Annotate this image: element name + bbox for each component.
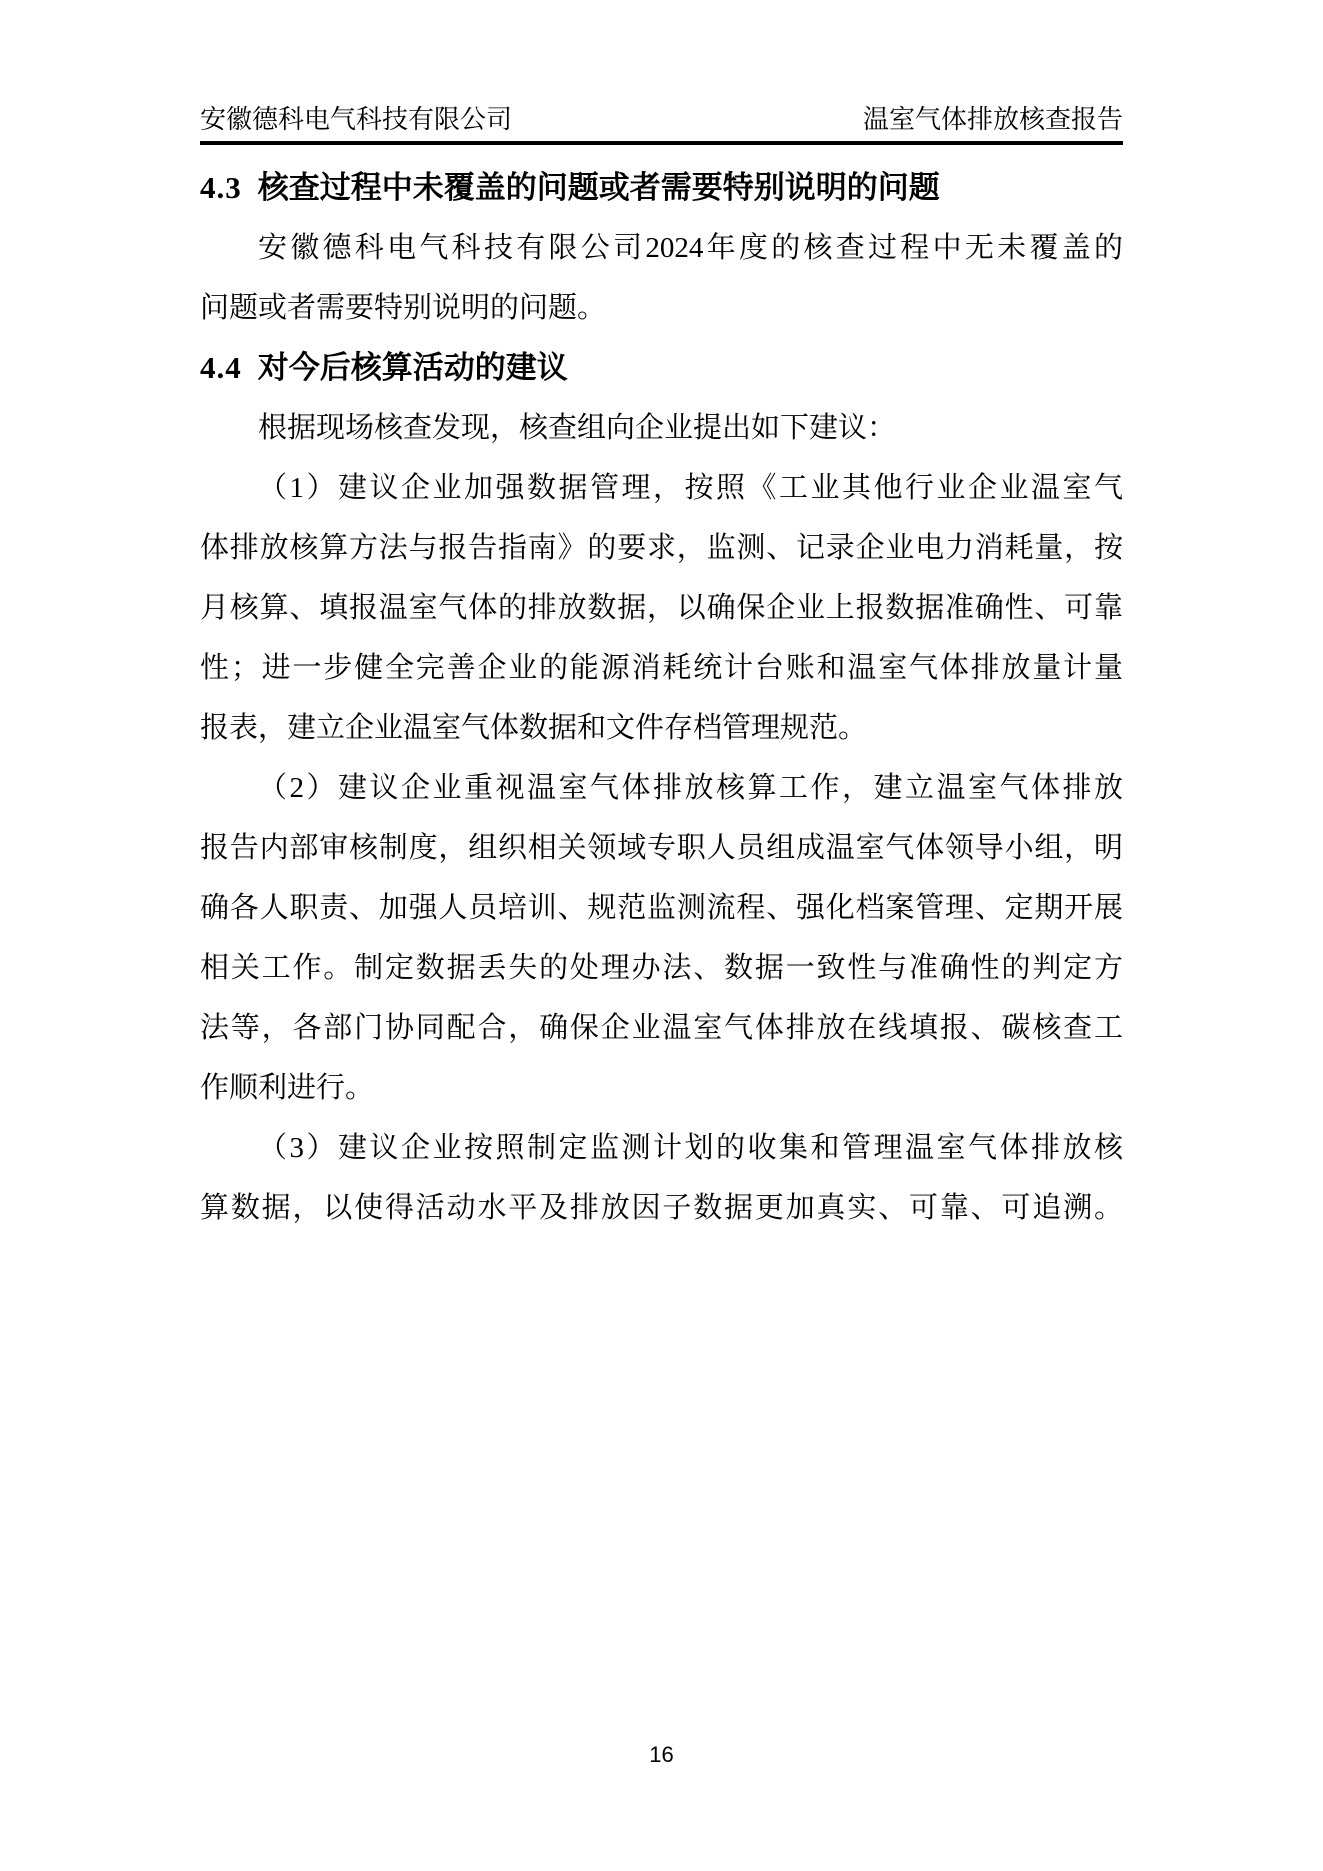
text-line: 作顺利进行。 bbox=[200, 1072, 375, 1104]
section-number: 4.4 bbox=[200, 350, 242, 385]
text-line: （2）建议企业重视温室气体排放核算工作，建立温室气体排放 bbox=[258, 772, 1123, 804]
text-line: 报表，建立企业温室气体数据和文件存档管理规范。 bbox=[200, 712, 868, 744]
text-line: 问题或者需要特别说明的问题。 bbox=[200, 292, 607, 324]
text-line: （1）建议企业加强数据管理，按照《工业其他行业企业温室气 bbox=[258, 472, 1123, 504]
page-body bbox=[200, 158, 1123, 1238]
text-line: 月核算、填报温室气体的排放数据，以确保企业上报数据准确性、可靠 bbox=[200, 592, 1123, 624]
section-heading-4-4 bbox=[200, 338, 1123, 398]
text-line: 体排放核算方法与报告指南》的要求，监测、记录企业电力消耗量，按 bbox=[200, 532, 1123, 564]
section-number: 4.3 bbox=[200, 170, 242, 205]
text-line: 算数据，以使得活动水平及排放因子数据更加真实、可靠、可追溯。 bbox=[200, 1192, 1123, 1224]
text-line: 法等，各部门协同配合，确保企业温室气体排放在线填报、碳核查工 bbox=[200, 1012, 1123, 1044]
section-heading-4-3 bbox=[200, 158, 1123, 218]
section-title: 对今后核算活动的建议 bbox=[257, 350, 568, 385]
page-header bbox=[200, 104, 1123, 145]
text-line: 性；进一步健全完善企业的能源消耗统计台账和温室气体排放量计量 bbox=[200, 652, 1123, 684]
section-title: 核查过程中未覆盖的问题或者需要特别说明的问题 bbox=[257, 170, 940, 205]
text-line: 根据现场核查发现，核查组向企业提出如下建议： bbox=[258, 412, 897, 444]
text-line: 确各人职责、加强人员培训、规范监测流程、强化档案管理、定期开展 bbox=[200, 892, 1123, 924]
header-report-title: 温室气体排放核查报告 bbox=[862, 105, 1123, 134]
text-line: 相关工作。制定数据丢失的处理办法、数据一致性与准确性的判定方 bbox=[200, 952, 1123, 984]
text-line: 报告内部审核制度，组织相关领域专职人员组成温室气体领导小组，明 bbox=[200, 832, 1123, 864]
text-line: （3）建议企业按照制定监测计划的收集和管理温室气体排放核 bbox=[258, 1132, 1123, 1164]
text-line: 安徽德科电气科技有限公司2024年度的核查过程中无未覆盖的 bbox=[258, 232, 1123, 264]
header-company-name: 安徽德科电气科技有限公司 bbox=[200, 105, 513, 134]
page-number: 16 bbox=[649, 1742, 674, 1767]
